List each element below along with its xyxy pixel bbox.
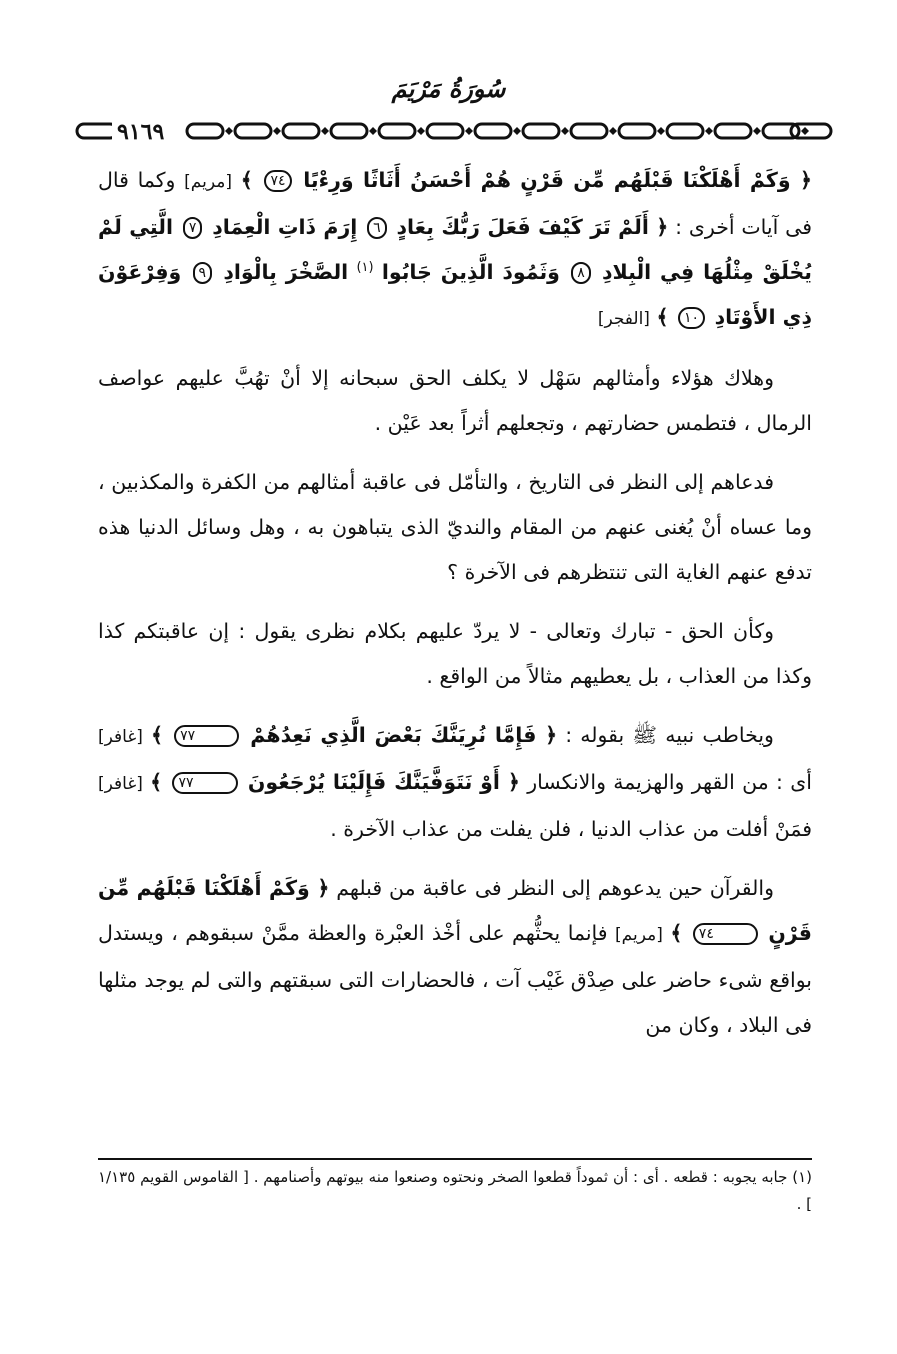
body-text-segment: وهلاك هؤلاء وأمثالهم سَهْل لا يكلف الحق سبحانه إلا أنْ تهُبَّ عليهم عواصف الرمال ، فتطمس حضارتهم ، وتجعلهم أثراً بعد عَيْن . bbox=[98, 366, 812, 435]
ornament-diamond bbox=[321, 127, 329, 135]
ayah-number: ١٠ bbox=[678, 307, 705, 329]
ornament-diamond bbox=[513, 127, 521, 135]
body-text-segment: وكأن الحق - تبارك وتعالى - لا يردّ عليهم بكلام نظرى يقول : إن عاقبتكم كذا وكذا من العذاب ، بل يعطيهم مثالاً من الواقع . bbox=[98, 619, 812, 688]
ayah-number: ٨ bbox=[571, 262, 591, 284]
quran-verse: ﴾ bbox=[670, 921, 683, 945]
main-text bbox=[98, 158, 812, 1062]
paragraph-p2 bbox=[98, 356, 812, 446]
ayah-number: ٧٤ bbox=[693, 923, 758, 945]
ornament-diamond bbox=[273, 127, 281, 135]
ayah-number: ٧٧ bbox=[172, 772, 237, 794]
body-text-segment: أى : من القهر والهزيمة والانكسار bbox=[527, 770, 812, 794]
ornament-link bbox=[619, 124, 655, 138]
body-text-segment: فدعاهم إلى النظر فى التاريخ ، والتأمّل فى عاقبة أمثالهم من الكفرة والمكذبين ، وما عساه أنْ يُغنى عنهم من المقام والنديّ الذى يتباهون به ، وهل وسائل الدنيا هذه تدفع عنهم الغاية التى تنتظرهم فى الآخرة ؟ bbox=[98, 470, 812, 584]
body-text-segment: ويخاطب نبيه ﷺ بقوله : bbox=[565, 723, 774, 747]
surah-reference: [مريم] bbox=[184, 172, 232, 192]
quran-verse: وَثَمُودَ الَّذِينَ جَابُوا bbox=[381, 260, 560, 284]
quran-verse: إِرَمَ ذَاتِ الْعِمَادِ bbox=[212, 215, 358, 239]
body-text-segment: وكما قال فى آيات أخرى : bbox=[98, 168, 812, 239]
ornament-link bbox=[379, 124, 415, 138]
paragraph-p6 bbox=[98, 866, 812, 1048]
body-text-segment: والقرآن حين يدعوهم إلى النظر فى عاقبة من قبلهم bbox=[336, 876, 774, 900]
body-text-segment: فمَنْ أفلت من عذاب الدنيا ، فلن يفلت من عذاب الآخرة . bbox=[330, 817, 812, 841]
ornament-link bbox=[427, 124, 463, 138]
footnote-divider bbox=[98, 1158, 812, 1160]
ayah-number: ٧٤ bbox=[264, 170, 291, 192]
quran-verse: ﴾ bbox=[150, 770, 163, 794]
ornament-diamond bbox=[369, 127, 377, 135]
ornament-link bbox=[571, 124, 607, 138]
paragraph-p3 bbox=[98, 460, 812, 595]
ornament-link bbox=[235, 124, 271, 138]
surah-title: سُورَةُ مَرْيَمَ bbox=[391, 74, 506, 103]
page-number: ٩١٦٩ bbox=[112, 119, 169, 145]
quran-verse: ﴿ وَكَمْ أَهْلَكْنَا قَبْلَهُم مِّن قَرْنٍ bbox=[98, 876, 812, 945]
quran-verse: ﴿ أَلَمْ تَرَ كَيْفَ فَعَلَ رَبُّكَ بِعَادٍ bbox=[396, 215, 669, 239]
ayah-number: ٦ bbox=[367, 217, 387, 239]
ornament-diamond bbox=[417, 127, 425, 135]
ayah-number: ٩ bbox=[193, 262, 213, 284]
footnote-marker: (١) bbox=[356, 260, 374, 276]
ornament-link bbox=[475, 124, 511, 138]
paragraph-p1 bbox=[98, 158, 812, 342]
ayah-number: ٧ bbox=[183, 217, 203, 239]
quran-verse: ﴿ وَكَمْ أَهْلَكْنَا قَبْلَهُم مِّن قَرْنٍ هُمْ أَحْسَنُ أَثَاثًا وَرِءْيًا bbox=[303, 168, 812, 192]
ornament-link bbox=[523, 124, 559, 138]
quran-verse: وَفِرْعَوْنَ ذِي الأَوْتَادِ bbox=[98, 260, 812, 329]
ornament-diamond bbox=[465, 127, 473, 135]
surah-reference: [غافر] bbox=[98, 774, 143, 794]
ornament-diamond bbox=[225, 127, 233, 135]
ornament-diamond bbox=[801, 127, 809, 135]
footnotes bbox=[98, 1164, 812, 1218]
quran-verse: ﴾ bbox=[150, 723, 163, 747]
ornament-link bbox=[331, 124, 367, 138]
ornament-link bbox=[77, 124, 117, 138]
footnote-1: (١) جابه يجوبه : قطعه . أى : أن ثموداً قطعوا الصخر ونحتوه وصنعوا منه بيوتهم وأصنامهم . [ القاموس القويم ١/١٣٥ ] . bbox=[98, 1168, 812, 1213]
surah-reference: [مريم] bbox=[615, 925, 663, 945]
ornament-link bbox=[187, 124, 223, 138]
surah-reference: [غافر] bbox=[98, 727, 143, 747]
quran-verse: الصَّخْرَ بِالْوَادِ bbox=[223, 260, 349, 284]
ornament-link bbox=[715, 124, 751, 138]
surah-reference: [الفجر] bbox=[597, 309, 650, 329]
quran-verse: ﴾ bbox=[656, 305, 669, 329]
quran-verse: ﴿ أَوْ نَتَوَفَّيَنَّكَ فَإِلَيْنَا يُرْجَعُونَ bbox=[247, 770, 520, 794]
quran-verse: الَّتِي لَمْ يُخْلَقْ مِثْلُهَا فِي الْبِلادِ bbox=[98, 215, 812, 284]
ornament-link bbox=[283, 124, 319, 138]
ornament-diamond bbox=[561, 127, 569, 135]
quran-verse: ﴿ فَإِمَّا نُرِيَنَّكَ بَعْضَ الَّذِي نَعِدُهُمْ bbox=[250, 723, 558, 747]
quran-verse: ﴾ bbox=[240, 168, 253, 192]
ornament-diamond bbox=[609, 127, 617, 135]
ornament-diamond bbox=[705, 127, 713, 135]
ornament-diamond bbox=[657, 127, 665, 135]
ayah-number: ٧٧ bbox=[174, 725, 239, 747]
body-text-segment: فإنما يحثُّهم على أخْذ العبْرة والعظة ممَّنْ سبقوهم ، ويستدل بواقع شىء حاضر على صِدْق غَيْب آت ، فالحضارات التى سبقتهم والتى لم يوجد مثلها فى البلاد ، وكان من bbox=[98, 921, 812, 1037]
paragraph-p4 bbox=[98, 609, 812, 699]
ornament-link bbox=[667, 124, 703, 138]
ornament-diamond bbox=[753, 127, 761, 135]
paragraph-p5 bbox=[98, 713, 812, 852]
ornamental-divider bbox=[75, 118, 835, 144]
